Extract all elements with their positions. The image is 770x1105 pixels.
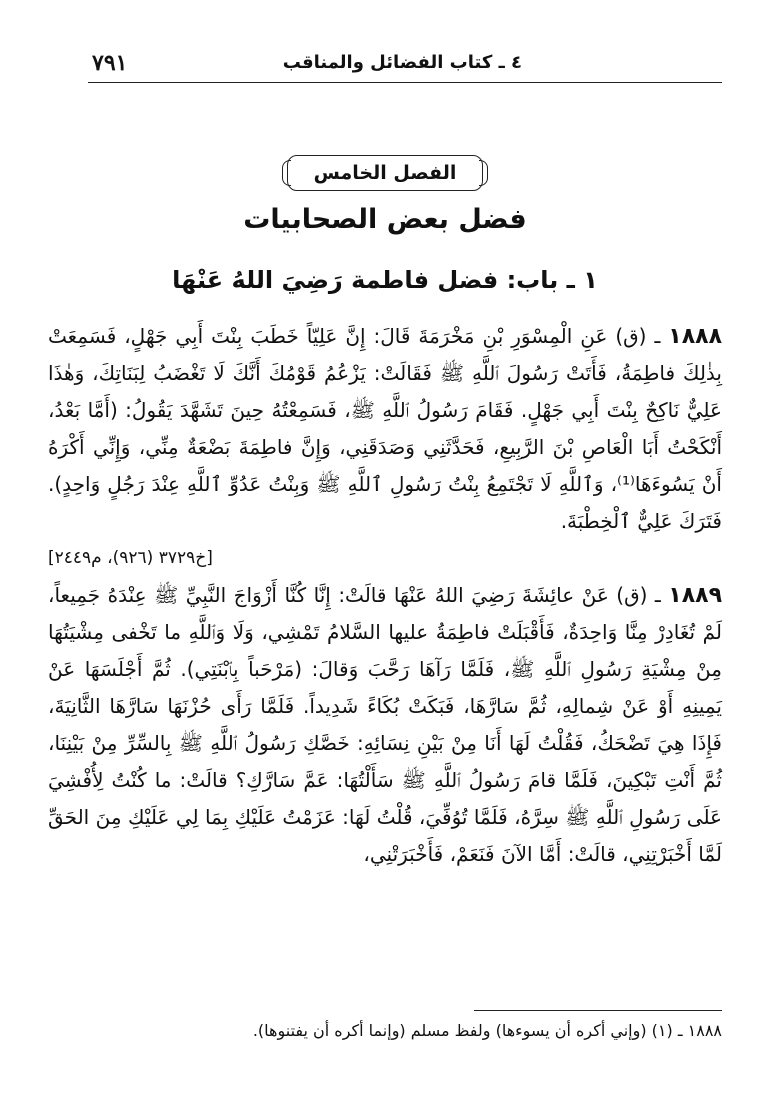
footnote-rule xyxy=(474,1010,722,1011)
hadith-text: ـ (ق) عَنْ عائِشَةَ رَضِيَ اللهُ عَنْهَا قالَتْ: إِنَّا كُنَّا أَزْوَاجَ النَّبِيِّ ﷺ عِنْدَهُ جَمِيعاً، لَمْ تُغَادِرْ مِنَّا وَاحِدَةٌ، فَأَقْبَلَتْ فاطِمَةُ عليها السَّلامُ تَمْشِي، وَلَا وَٱللَّهِ ما تَخْفى مِشْيَتُهَا مِنْ مِشْيَةِ رَسُولِ ٱللَّهِ ﷺ، فَلَمَّا رَآهَا رَحَّبَ وَقالَ: (مَرْحَباً بِٱبْنَتِي). ثُمَّ أَجْلَسَهَا عَنْ يَمِينِهِ أَوْ عَنْ شِمالِهِ، ثُمَّ سَارَّهَا، فَبَكَتْ بُكَاءً شَدِيداً. فَلَمَّا رَأَى حُزْنَهَا سَارَّهَا الثَّانِيَةَ، فَإِذَا هِيَ تَضْحَكُ، فَقُلْتُ لَهَا أَنَا مِنْ بَيْنِ نِسَائِهِ: خَصَّكِ رَسُولُ ٱللَّهِ ﷺ بِالسِّرِّ مِنْ بَيْنِنَا، ثُمَّ أَنْتِ تَبْكِينَ، فَلَمَّا قامَ رَسُولُ ٱللَّهِ ﷺ سَأَلْتُهَا: عَمَّ سَارَّكِ؟ قالَتْ: ما كُنْتُ لِأُفْشِيَ عَلَى رَسُولِ ٱللَّهِ ﷺ سِرَّهُ، فَلَمَّا تُوُفِّيَ، قُلْتُ لَهَا: عَزَمْتُ عَلَيْكِ بِمَا لِي عَلَيْكِ مِنَ الحَقِّ لَمَّا أَخْبَرْتِنِي، قالَتْ: أَمَّا الآنَ فَنَعَمْ، فَأَخْبَرَتْنِي، xyxy=(48,583,722,866)
hadith-number: ١٨٨٩ xyxy=(668,583,722,608)
running-title: ٤ ـ كتاب الفضائل والمناقب xyxy=(282,52,522,73)
page-number: ٧٩١ xyxy=(92,50,128,76)
hadith-1889 xyxy=(48,577,722,873)
footnote: ١٨٨٨ ـ (١) (وإني أكره أن يسوءها) ولفظ مسلم (وإنما أكره أن يفتنوها). xyxy=(252,1021,722,1040)
chapter-box-wrap xyxy=(0,155,770,191)
page-header xyxy=(88,46,722,80)
hadith-number: ١٨٨٨ xyxy=(668,324,722,349)
chapter-label-box: الفصل الخامس xyxy=(287,155,484,191)
body-text xyxy=(48,318,722,873)
bab-heading: ١ ـ باب: فضل فاطمة رَضِيَ اللهُ عَنْهَا xyxy=(172,266,598,294)
section-title: فضل بعض الصحابيات xyxy=(243,204,527,235)
hadith-1888 xyxy=(48,318,722,540)
header-rule xyxy=(88,82,722,83)
hadith-text: ـ (ق) عَنِ الْمِسْوَرِ بْنِ مَخْرَمَةَ قَالَ: إِنَّ عَلِيّاً خَطَبَ بِنْتَ أَبِي جَهْلٍ، فَسَمِعَتْ بِذٰلِكَ فاطِمَةُ، فَأَتَتْ رَسُولَ ٱللَّهِ ﷺ فَقَالَتْ: يَزْعُمُ قَوْمُكَ أَنَّكَ لَا تَغْضَبُ لِبَنَاتِكَ، وَهٰذَا عَلِيٌّ نَاكِحٌ بِنْتَ أَبِي جَهْلٍ. فَقَامَ رَسُولُ ٱللَّهِ ﷺ، فَسَمِعْتُهُ حِينَ تَشَهَّدَ يَقُولُ: (أَمَّا بَعْدُ، أَنْكَحْتُ أَبَا الْعَاصِ بْنَ الرَّبِيعِ، فَحَدَّثَنِي وَصَدَقَنِي، وَإِنَّ فاطِمَةَ بَضْعَةٌ مِنِّي، وَإِنِّي أَكْرَهُ أَنْ يَسُوءَهَا⁽¹⁾، وَٱللَّهِ لَا تَجْتَمِعُ بِنْتُ رَسُولِ ٱللَّهِ ﷺ وَبِنْتُ عَدُوِّ ٱللَّهِ عِنْدَ رَجُلٍ وَاحِدٍ). فَتَرَكَ عَلِيٌّ ٱلْخِطْبَةَ. xyxy=(48,324,722,533)
reference-line xyxy=(48,540,722,577)
hadith-reference: [خ٣٧٢٩ (٩٢٦)، م٢٤٤٩] xyxy=(48,548,213,568)
